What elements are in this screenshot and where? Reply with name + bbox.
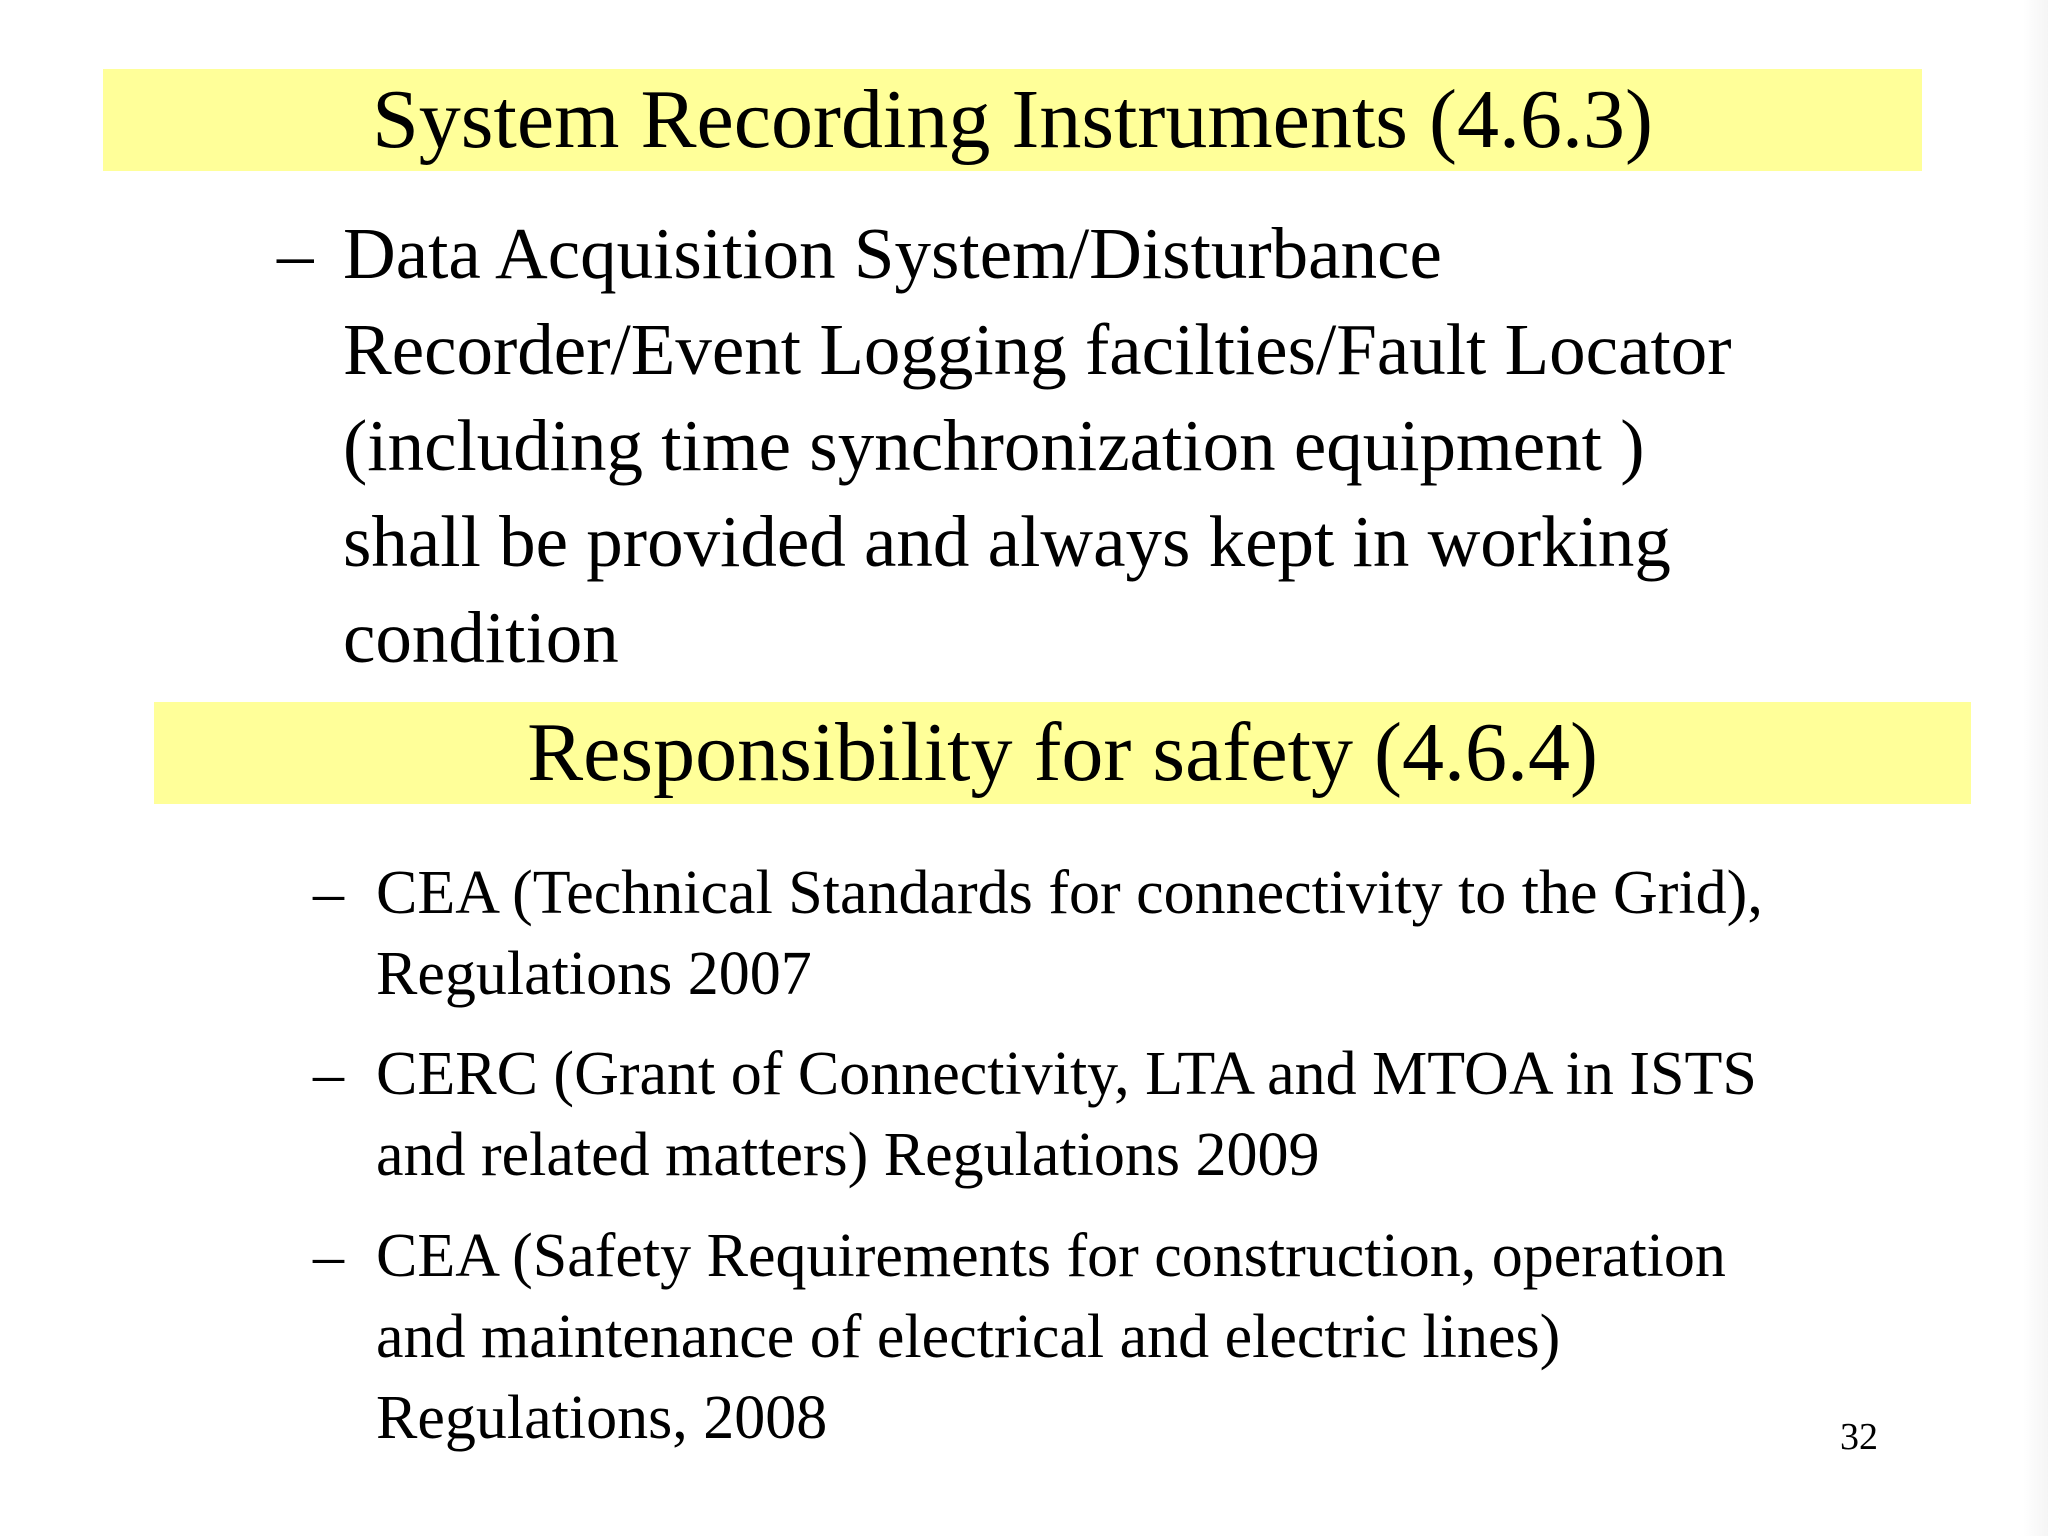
bullet-text-cea-safety: CEA (Safety Requirements for construction, operation and maintenance of electrical and electric lines) Regulations, 2008 — [376, 1222, 1726, 1452]
bullet-dash: – — [313, 859, 344, 927]
bullet-text-cea-connectivity: CEA (Technical Standards for connectivity to the Grid), Regulations 2007 — [376, 859, 1763, 1008]
page-number: 32 — [1840, 1416, 1878, 1458]
bullet-item-recording-instruments — [277, 206, 1977, 686]
bullet-item-cea-connectivity — [313, 853, 2013, 1015]
section-title-band-recording-instruments — [103, 69, 1922, 171]
bullet-text-recording-instruments: Data Acquisition System/Disturbance Recorder/Event Logging facilties/Fault Locator (including time synchronization equipment ) shall be provided and always kept in working condition — [343, 213, 1732, 678]
bullet-item-cea-safety — [313, 1216, 2013, 1459]
section-title-band-safety — [154, 702, 1971, 804]
slide-edge-shadow — [2022, 0, 2048, 1536]
bullet-dash: – — [277, 213, 314, 294]
bullet-dash: – — [313, 1222, 344, 1290]
bullet-item-cerc-connectivity — [313, 1034, 2013, 1196]
bullet-text-cerc-connectivity: CERC (Grant of Connectivity, LTA and MTOA in ISTS and related matters) Regulations 2009 — [376, 1040, 1757, 1189]
section-title-recording-instruments: System Recording Instruments (4.6.3) — [372, 73, 1653, 166]
bullet-dash: – — [313, 1040, 344, 1108]
section-title-safety: Responsibility for safety (4.6.4) — [527, 706, 1598, 799]
